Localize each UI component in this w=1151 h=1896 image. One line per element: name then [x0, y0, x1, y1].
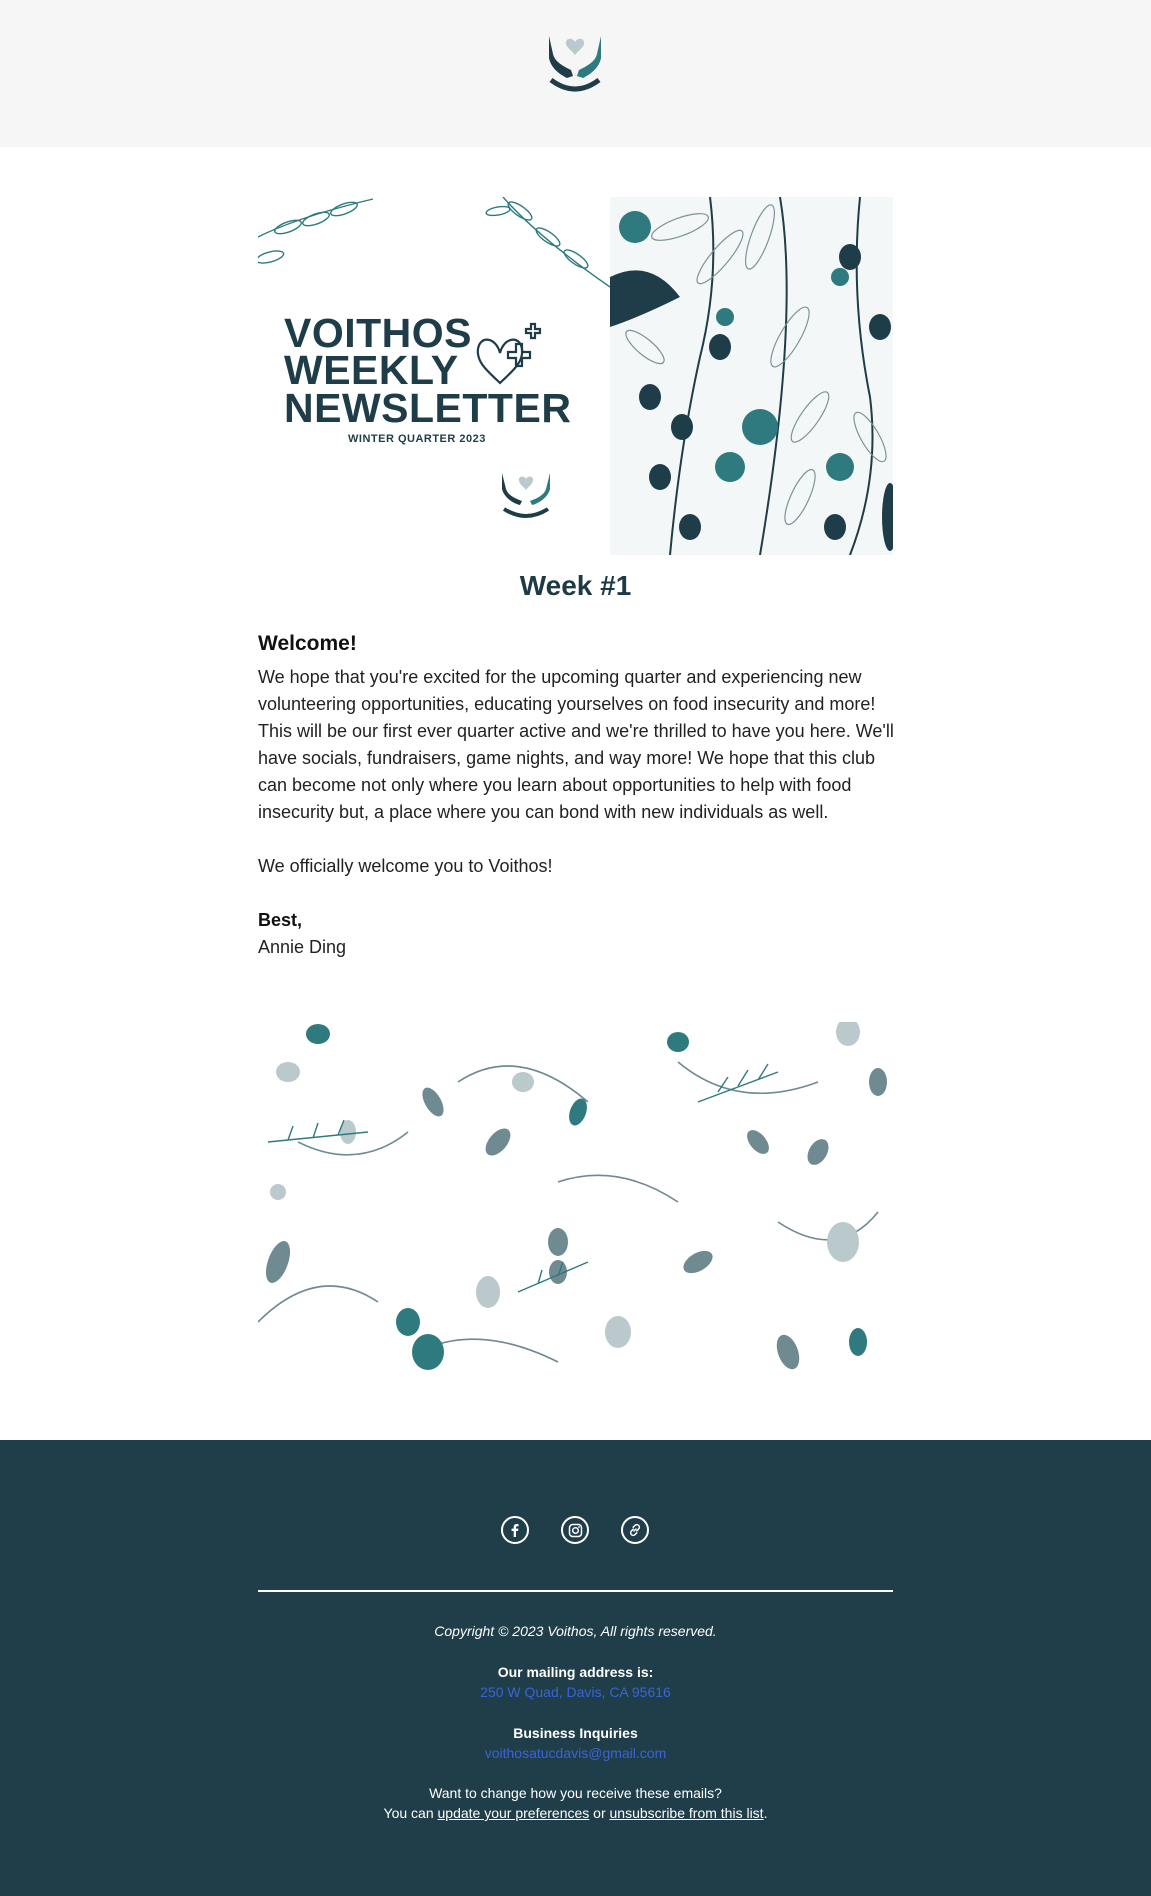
preferences-line — [258, 1803, 893, 1823]
prefs-or: or — [589, 1805, 610, 1821]
signer-name: Annie Ding — [258, 937, 347, 957]
website-link-button[interactable] — [621, 1516, 649, 1544]
prefs-prefix: You can — [383, 1805, 438, 1821]
floral-pattern-panel — [610, 197, 893, 555]
signoff: Best, — [258, 910, 303, 930]
newsletter-hero-image — [258, 197, 893, 555]
footer-divider — [258, 1590, 893, 1592]
mailing-address-link[interactable]: 250 W Quad, Davis, CA 95616 — [480, 1684, 671, 1700]
email-preferences-question: Want to change how you receive these emails? — [429, 1785, 722, 1801]
business-inquiries-label: Business Inquiries — [513, 1725, 638, 1741]
body-paragraph: We hope that you're excited for the upcoming quarter and experiencing new volunteering opportunities, educating yourselves on food insecurity and more! This will be our first ever quarter active and we're thrilled to have you here. We'll have socials, fundraisers, game nights, and way more! We hope that this club can become not only where you learn about opportunities to help with food insecurity but, a place where you can bond with new individuals as well. — [258, 667, 894, 822]
facebook-button[interactable] — [501, 1516, 529, 1544]
week-heading: Week #1 — [519, 570, 632, 601]
mailing-address-label: Our mailing address is: — [497, 1664, 654, 1680]
business-email-link[interactable]: voithosatucdavis@gmail.com — [484, 1745, 667, 1761]
copyright-text: Copyright © 2023 Voithos, All rights reserved. — [434, 1623, 717, 1639]
voithos-logo-icon — [539, 28, 611, 100]
header-bar — [0, 0, 1151, 147]
instagram-button[interactable] — [561, 1516, 589, 1544]
hero-subtitle: WINTER QUARTER 2023 — [348, 433, 486, 445]
link-icon — [628, 1523, 642, 1537]
floral-banner-image — [258, 1022, 893, 1380]
facebook-icon — [508, 1523, 522, 1537]
welcome-heading: Welcome! — [258, 632, 357, 655]
hero-title-line: VOITHOS — [284, 310, 473, 356]
instagram-icon — [568, 1523, 583, 1538]
hero-title-line: NEWSLETTER — [284, 385, 572, 431]
prefs-suffix: . — [763, 1805, 768, 1821]
hero-title-line: WEEKLY — [284, 347, 459, 393]
welcome-line: We officially welcome you to Voithos! — [258, 856, 553, 876]
update-preferences-link[interactable]: update your preferences — [437, 1805, 590, 1821]
unsubscribe-link[interactable]: unsubscribe from this list — [609, 1805, 764, 1821]
